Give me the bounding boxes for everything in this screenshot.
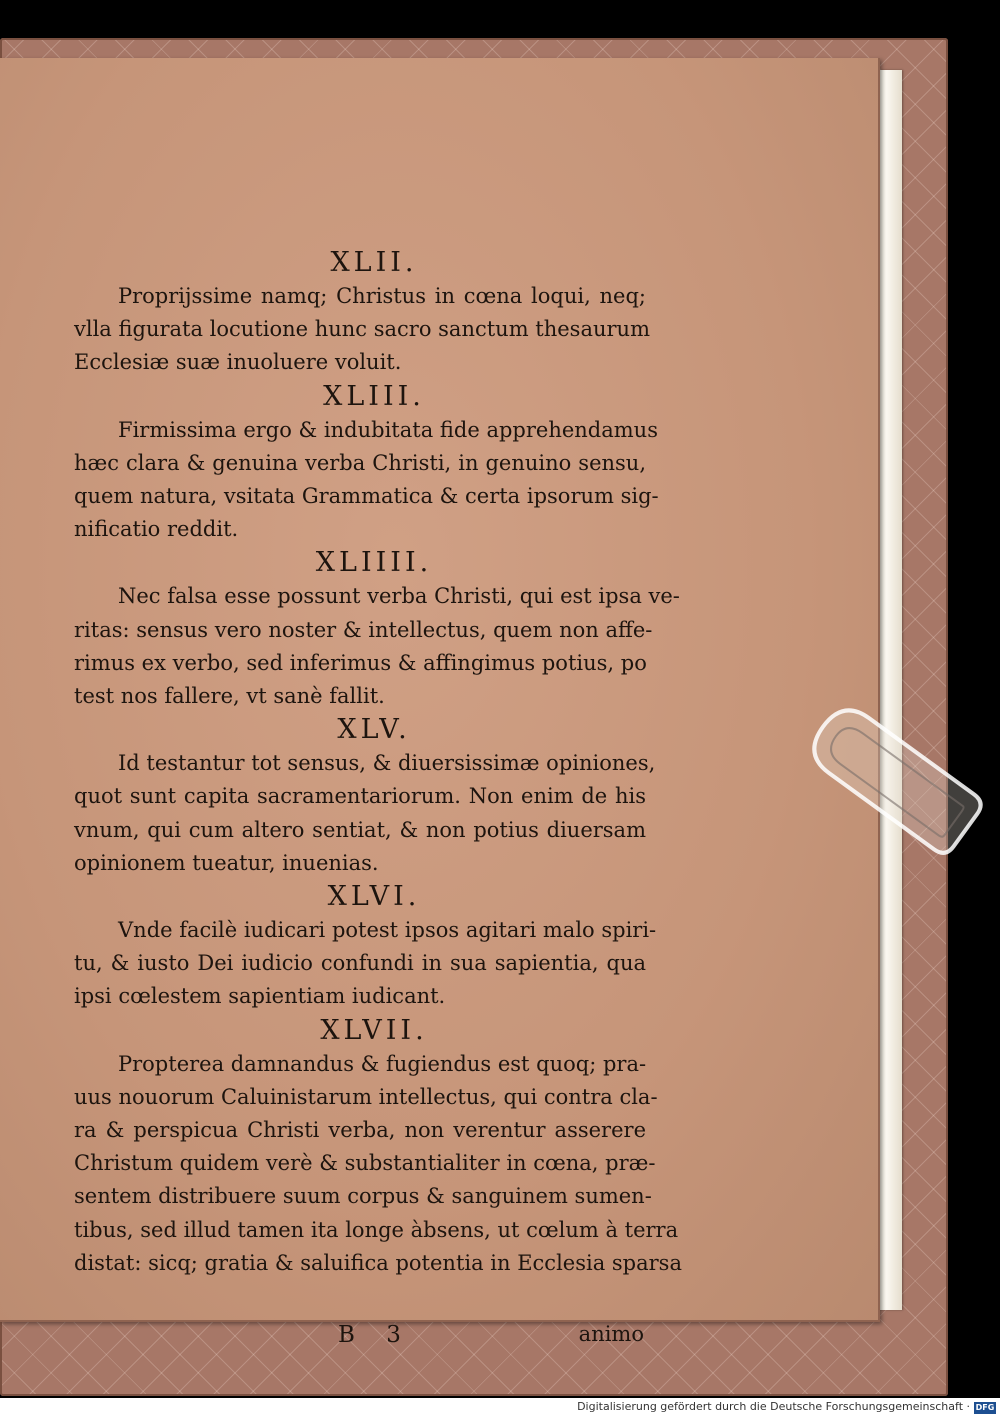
text-line: test nos fallere, vt sanè fallit. xyxy=(74,684,385,709)
text-line: Christum quidem verè & substantialiter in cœna, præ- xyxy=(74,1151,656,1176)
text-line: Ecclesiæ suæ inuoluere voluit. xyxy=(74,350,402,375)
text-line: vlla figurata locutione hunc sacro sanctum thesaurum xyxy=(74,317,650,342)
section-paragraph xyxy=(74,580,680,713)
section-numeral: XLVII. xyxy=(320,1014,428,1046)
text-line: Nec falsa esse possunt verba Christi, qui est ipsa ve- xyxy=(118,584,680,609)
section-numeral: XLVI. xyxy=(327,881,421,913)
text-line: quem natura, vsitata Grammatica & certa ipsorum sig- xyxy=(74,484,659,509)
sections xyxy=(74,246,682,1280)
section-paragraph xyxy=(74,280,650,380)
text-line: Id testantur tot sensus, & diuersissimæ opiniones, xyxy=(118,751,656,776)
text-line: opinionem tueatur, inuenias. xyxy=(74,850,379,875)
section-numeral: XLIII. xyxy=(323,380,425,412)
text-line: nificatio reddit. xyxy=(74,517,239,542)
footer-strip xyxy=(0,1398,1000,1420)
book-page xyxy=(0,58,880,1348)
section-paragraph xyxy=(74,414,659,547)
section-numeral: XLII. xyxy=(330,247,418,278)
section-numeral: XLV. xyxy=(337,714,411,746)
text-line: distat: sicq; gratia & saluifica potentia in Ecclesia sparsa xyxy=(74,1250,682,1275)
text-line: uus nouorum Caluinistarum intellectus, qui contra cla- xyxy=(74,1084,658,1109)
text-line: Proprijssime namq; Christus in cœna loqui, neq; xyxy=(118,284,646,308)
section-paragraph xyxy=(74,1048,682,1280)
text-line: Propterea damnandus & fugiendus est quoq; pra- xyxy=(118,1051,647,1076)
section-paragraph xyxy=(74,914,657,1014)
section-numeral: XLIIII. xyxy=(315,547,433,579)
text-line: quot sunt capita sacramentariorum. Non enim de his xyxy=(74,784,646,809)
catchword: animo xyxy=(578,1322,644,1346)
text-line: hæc clara & genuina verba Christi, in genuino sensu, xyxy=(74,450,646,475)
text-line: ra & perspicua Christi verba, non verentur asserere xyxy=(74,1118,646,1143)
text-line: tibus, sed illud tamen ita longe àbsens, ut cœlum à terra xyxy=(74,1217,679,1242)
text-line: ritas: sensus vero noster & intellectus, quem non affe- xyxy=(74,617,653,642)
section-paragraph xyxy=(74,747,656,880)
text-line: sentem distribuere suum corpus & sanguinem sumen- xyxy=(74,1184,652,1209)
text-line: Vnde facilè iudicari potest ipsos agitari malo spiri- xyxy=(118,918,657,943)
text-line: rimus ex verbo, sed inferimus & affingimus potius, po xyxy=(74,650,647,675)
text-line: ipsi cœlestem sapientiam iudicant. xyxy=(74,984,446,1009)
credit-text: Digitalisierung gefördert durch die Deutsche Forschungsgemeinschaft · xyxy=(577,1400,970,1413)
text-block xyxy=(74,246,682,1348)
text-line: Firmissima ergo & indubitata fide apprehendamus xyxy=(118,417,658,442)
text-line: tu, & iusto Dei iudicio confundi in sua sapientia, qua xyxy=(74,951,646,976)
signature-mark: B 3 xyxy=(338,1322,413,1348)
dfg-logo: DFG xyxy=(975,1403,995,1412)
page-foot xyxy=(74,1322,646,1356)
text-line: vnum, qui cum altero sentiat, & non potius diuersam xyxy=(74,817,646,842)
